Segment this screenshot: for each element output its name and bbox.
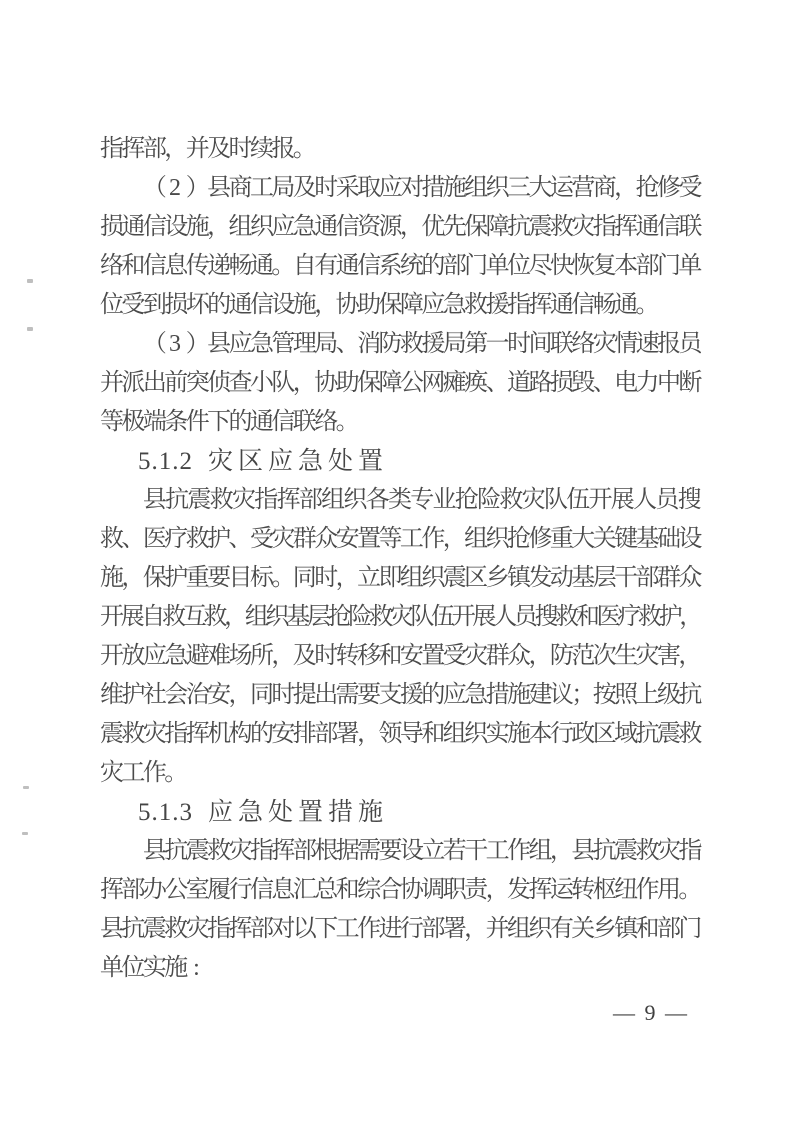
body-line: 震 救 灾 指 挥 机 构 的 安 排 部 署 ， 领 导 和 组 织 实 施 本 行 政 区 域 抗 震 救 — [100, 721, 703, 747]
section-heading-5-1-3 — [100, 793, 700, 832]
body-line: 开 展 自 救 互 救 ， 组 织 基 层 抢 险 救 灾 队 伍 开 展 人 员 搜 救 和 医 疗 救 护 ， — [100, 604, 704, 630]
body-line: 挥 部 办 公 室 履 行 信 息 汇 总 和 综 合 协 调 职 责 ， 发 挥 运 转 枢 纽 作 用 。 — [100, 877, 703, 903]
body-line: 维 护 社 会 治 安 ， 同 时 提 出 需 要 支 援 的 应 急 措 施 建 议 ； 按 照 上 级 抗 — [100, 682, 703, 708]
body-line: 灾工作。 — [100, 760, 189, 786]
document-body — [100, 130, 704, 988]
body-line: 县 抗 震 救 灾 指 挥 部 根 据 需 要 设 立 若 干 工 作 组 ， 县 抗 震 救 灾 指 — [142, 838, 703, 864]
heading-title: 灾区应急处置 — [208, 448, 389, 475]
body-line: 指挥部，并及时续报。 — [100, 136, 317, 162]
body-line: （ 2 ） 县 商 工 局 及 时 采 取 应 对 措 施 组 织 三 大 运 营 商 ， 抢 修 受 — [142, 175, 703, 201]
body-line: 单位实施 : — [100, 955, 200, 981]
body-line: 位受到损坏的通信设施，协助保障应急救援指挥通信畅通。 — [100, 292, 660, 318]
scan-speckle — [23, 786, 29, 789]
body-line: （ 3 ） 县 应 急 管 理 局 、 消 防 救 援 局 第 一 时 间 联 络 灾 情 速 报 员 — [142, 331, 703, 357]
body-line: 县 抗 震 救 灾 指 挥 部 对 以 下 工 作 进 行 部 署 ， 并 组 织 有 关 乡 镇 和 部 门 — [100, 916, 703, 942]
heading-number: 5.1.2 — [138, 448, 193, 475]
body-line: 络 和 信 息 传 递 畅 通 。 自 有 通 信 系 统 的 部 门 单 位 尽 快 恢 复 本 部 门 单 — [100, 253, 703, 279]
body-line: 并 派 出 前 突 侦 查 小 队 ， 协 助 保 障 公 网 瘫 痪 、 道 路 损 毁 、 电 力 中 断 — [100, 370, 703, 396]
body-line: 救 、 医 疗 救 护 、 受 灾 群 众 安 置 等 工 作 ， 组 织 抢 修 重 大 关 键 基 础 设 — [100, 526, 703, 552]
section-heading-5-1-2 — [100, 442, 700, 481]
heading-title: 应急处置措施 — [208, 799, 389, 826]
body-line: 开 放 应 急 避 难 场 所 ， 及 时 转 移 和 安 置 受 灾 群 众 ， 防 范 次 生 灾 害 ， — [100, 643, 703, 669]
body-line: 等极端条件下的通信联络。 — [100, 409, 360, 435]
scan-speckle — [27, 327, 33, 331]
scan-speckle — [27, 279, 33, 283]
body-line: 县 抗 震 救 灾 指 挥 部 组 织 各 类 专 业 抢 险 救 灾 队 伍 开 展 人 员 搜 — [142, 487, 702, 513]
body-line: 损 通 信 设 施 ， 组 织 应 急 通 信 资 源 ， 优 先 保 障 抗 震 救 灾 指 挥 通 信 联 — [100, 214, 703, 240]
heading-number: 5.1.3 — [138, 799, 193, 826]
scan-speckle — [22, 832, 28, 835]
page-number: — 9 — — [613, 1000, 689, 1025]
body-line: 施 ， 保 护 重 要 目 标 。 同 时 ， 立 即 组 织 震 区 乡 镇 发 动 基 层 干 部 群 众 — [100, 565, 703, 591]
